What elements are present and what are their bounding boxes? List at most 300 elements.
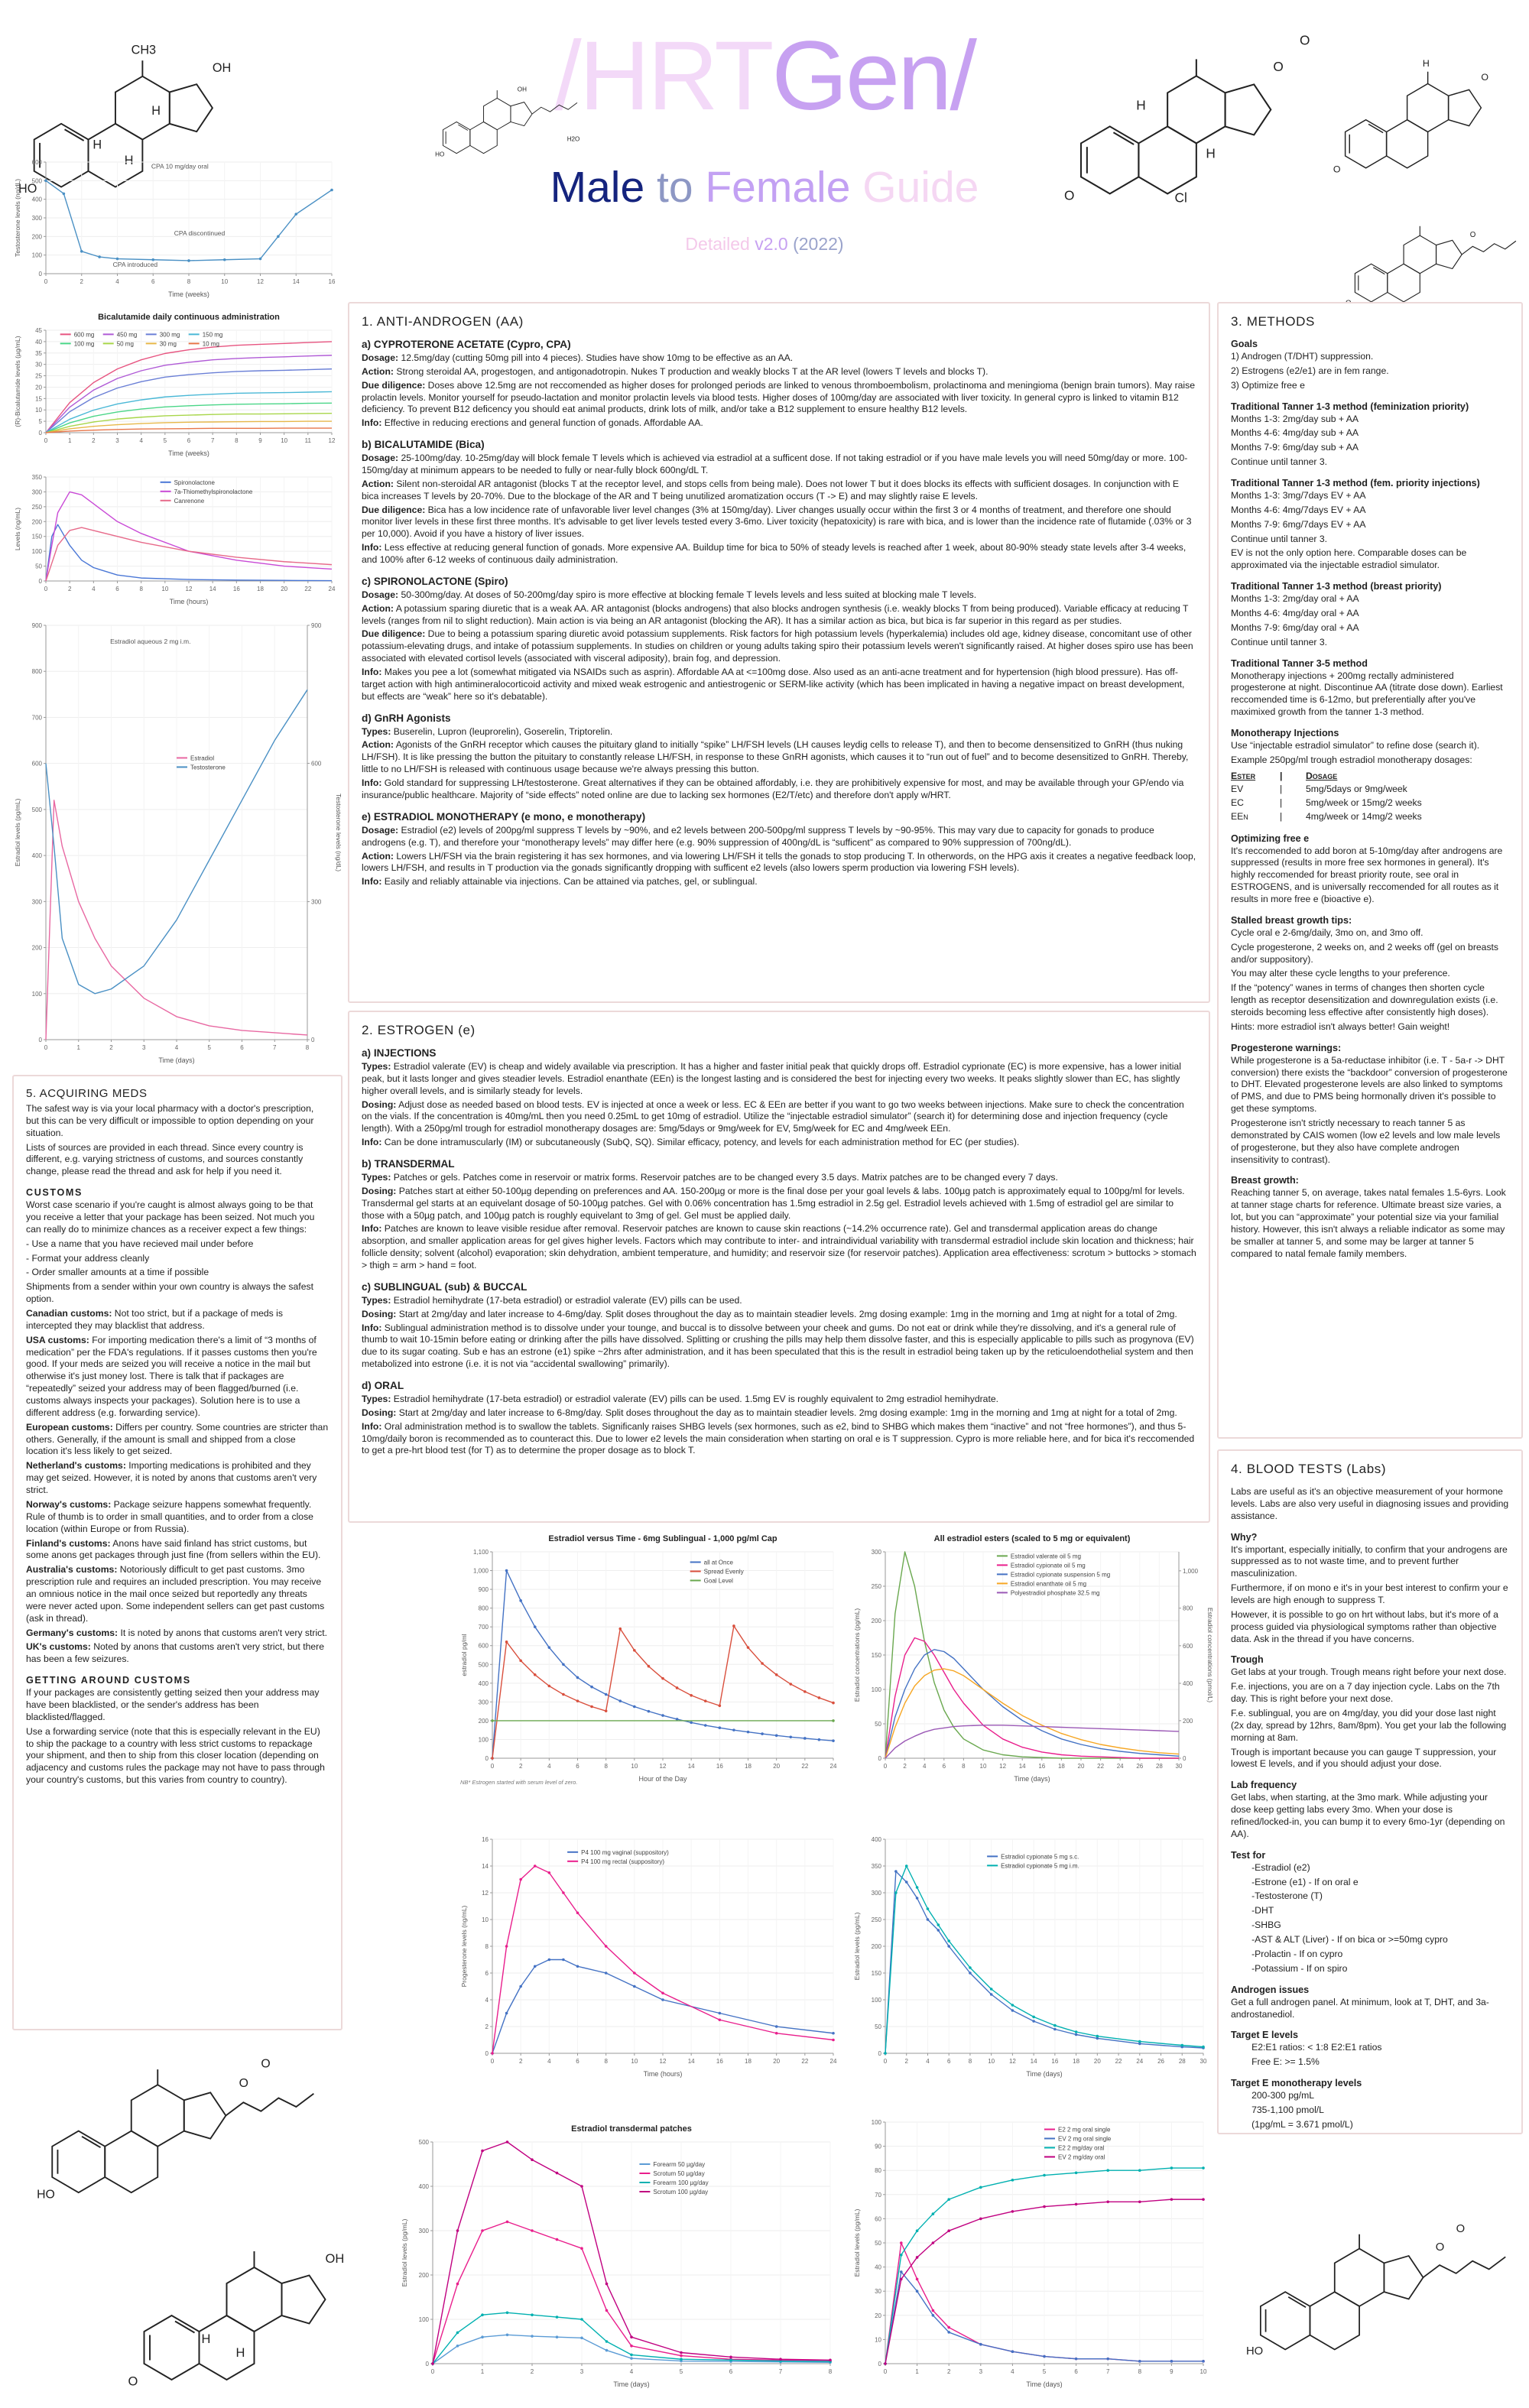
svg-text:500: 500	[418, 2139, 429, 2146]
structure-label: HO	[435, 151, 445, 158]
svg-text:5: 5	[207, 1044, 211, 1051]
svg-text:200: 200	[871, 1618, 881, 1624]
paragraph-label: Info:	[362, 777, 382, 789]
estradiol-ester-structure-left-svg	[15, 2036, 344, 2212]
paragraph: Canadian customs: Not too strict, but if a package of meds is intercepted they may blacklist that address.	[26, 1308, 283, 1331]
structure-label: O	[1435, 2241, 1445, 2254]
section-title-methods: 3. METHODS	[1231, 314, 1315, 329]
paragraph: Info: Gold standard for suppressing LH/testosterone. Great alternatives if they can be obtained affordably, i.e. they are prohibitively expensive for most, and may be available through your GP/endo via insurance/public healthcare. Majority of “side effects” noted online are due to lacking sex hormones (E2/T/etc) and therefore don't apply w/HRT.	[362, 777, 1184, 800]
svg-text:8: 8	[968, 2058, 972, 2065]
block-heading: Breast growth:	[1231, 1175, 1299, 1186]
svg-text:45: 45	[35, 327, 42, 334]
version-year: (2022)	[793, 234, 844, 254]
svg-text:10: 10	[979, 1763, 987, 1770]
svg-text:400: 400	[31, 852, 42, 860]
text-block	[26, 1675, 329, 1787]
svg-text:10: 10	[631, 2058, 638, 2065]
text-line: -Testosterone (T)	[1231, 1890, 1323, 1902]
block-heading: Progesterone warnings:	[1231, 1042, 1342, 1053]
svg-text:2: 2	[903, 1763, 907, 1770]
structure-label: OH	[212, 60, 232, 75]
chart-transdermal-patches	[398, 2119, 841, 2391]
svg-text:20: 20	[281, 586, 288, 592]
text-line: Labs are useful as it's an objective measurement of your hormone levels. Labs are also very useful in diagnosing issues and providing assistance.	[1231, 1486, 1511, 1521]
block-heading: Monotherapy Injections	[1231, 728, 1339, 739]
structure-label: H	[1136, 97, 1146, 113]
svg-text:10: 10	[221, 278, 229, 285]
block-heading: Target E monotherapy levels	[1231, 2078, 1362, 2089]
drug-heading: a) INJECTIONS	[362, 1047, 437, 1059]
svg-text:2: 2	[518, 2058, 523, 2065]
svg-text:20: 20	[875, 2312, 881, 2319]
text-block	[1231, 478, 1509, 545]
table-cell-ester: EV	[1231, 784, 1244, 795]
svg-text:12: 12	[659, 1763, 667, 1770]
drug-block	[362, 1158, 1196, 1272]
paragraph-label: Action:	[362, 365, 394, 377]
svg-text:2: 2	[518, 1763, 523, 1770]
svg-text:4: 4	[139, 437, 143, 444]
svg-text:40: 40	[35, 338, 42, 346]
table-header-ester: Ester	[1231, 770, 1256, 781]
svg-text:40: 40	[875, 2264, 881, 2271]
text-line: You may alter these cycle lengths to your preference.	[1231, 968, 1450, 979]
svg-text:Time (days): Time (days)	[1026, 2070, 1063, 2078]
svg-text:100 mg: 100 mg	[73, 340, 95, 348]
chart-spironolactone-pk-svg	[11, 466, 342, 608]
svg-text:8: 8	[485, 1943, 489, 1950]
text-line: Hints: more estradiol isn't always better! Gain weight!	[1231, 1021, 1450, 1032]
text-block	[1231, 1486, 1509, 1523]
paragraph-label: UK's customs:	[26, 1641, 91, 1653]
text-line: Example 250pg/ml trough estradiol monotherapy dosages:	[1231, 754, 1472, 765]
paragraph-label: Types:	[362, 725, 391, 737]
svg-text:300 mg: 300 mg	[159, 331, 180, 339]
text-line: It's reccomended to add boron at 5-10mg/day after androgens are suppressed (results in more free sex hormones in general). It's highly reccomended for breast priority route, see oral in ESTROGENS, and is universally reccomended for all routes as it results in more free e (bioactive e).	[1231, 845, 1505, 904]
text-line: 735-1,100 pmol/L	[1231, 2104, 1324, 2115]
svg-text:0: 0	[490, 2058, 495, 2065]
svg-text:Bicalutamide daily continuous: Bicalutamide daily continuous administration	[98, 313, 280, 322]
paragraph: Due diligence: Doses above 12.5mg are not reccomended as higher doses for prolonged periods are linked to venous thromboembolism, prolactinoma and meningioma (benign brain tumors). May raise prolactin levels. Monitor yourself for pseudo-lactation and monitor prolactin levels via blood tests. Higher doses of 100mg/day are associated with liver toxicity. In general cypro is linked to vitamin B12 deficiency. To prevent B12 deficency you should eat animal products, drink lots of milk, and/or take a B12 supplement to ensure healthy B12 levels.	[362, 379, 1195, 415]
svg-text:450 mg: 450 mg	[116, 331, 138, 339]
svg-text:100: 100	[31, 990, 42, 998]
structure-label: O	[239, 2077, 248, 2091]
svg-text:4: 4	[115, 278, 119, 285]
version-detailed: Detailed	[685, 234, 755, 254]
svg-text:24: 24	[1116, 1763, 1124, 1770]
svg-text:2: 2	[530, 2368, 534, 2375]
svg-text:14: 14	[687, 2058, 695, 2065]
chart-sublingual-simulation	[457, 1529, 844, 1786]
svg-text:10: 10	[35, 407, 42, 414]
paragraph: - Order smaller amounts at a time if possible	[26, 1267, 209, 1278]
estradiol-dimer-structure	[417, 73, 600, 164]
svg-text:100: 100	[478, 1736, 489, 1744]
structure-label: H	[124, 154, 134, 167]
svg-text:Forearm 50 µg/day: Forearm 50 µg/day	[653, 2161, 706, 2168]
svg-text:Estradiol levels (pg/mL): Estradiol levels (pg/mL)	[853, 2208, 861, 2277]
svg-text:Estradiol cypionate 5 mg i.m.: Estradiol cypionate 5 mg i.m.	[1001, 1862, 1079, 1870]
text-line: 2) Estrogens (e2/e1) are in fem range.	[1231, 365, 1389, 376]
block-heading: Why?	[1231, 1531, 1258, 1543]
svg-text:8: 8	[139, 586, 143, 592]
title-part-light: /HRT	[554, 21, 772, 131]
svg-text:0: 0	[485, 1755, 489, 1762]
text-line: Months 1-3: 2mg/day sub + AA	[1231, 413, 1359, 424]
paragraph: The safest way is via your local pharmacy with a doctor's prescription, but this can be very difficult or impossible to option depending on your situation.	[26, 1103, 314, 1138]
text-block	[1231, 581, 1509, 648]
ester-dosage-table	[1231, 770, 1509, 824]
svg-text:20: 20	[35, 384, 42, 391]
svg-text:22: 22	[1097, 1763, 1105, 1770]
estradiol-ester-structure-bottom-right-svg	[1246, 2179, 1514, 2393]
paragraph: Dosage: 25-100mg/day. 10-25mg/day will block female T levels which is achieved via estradiol at a sufficent dose. If not taking estradiol or if you have male levels you will need 50mg/day or more. 100-150mg/day at minimum appears to be needed to fully or near-fully block 600ng/dL T.	[362, 453, 1188, 476]
block-heading: Optimizing free e	[1231, 832, 1310, 844]
section-acquiring-meds	[12, 1075, 342, 2030]
drug-block	[362, 1281, 1196, 1371]
text-block	[1231, 1175, 1509, 1260]
paragraph-label: Canadian customs:	[26, 1308, 112, 1319]
svg-text:12: 12	[1008, 2058, 1016, 2065]
svg-text:6: 6	[485, 1970, 489, 1977]
svg-text:Estradiol valerate oil 5 mg: Estradiol valerate oil 5 mg	[1010, 1553, 1081, 1560]
svg-text:50: 50	[875, 2023, 881, 2030]
svg-text:50: 50	[35, 563, 42, 570]
svg-text:Time (days): Time (days)	[613, 2380, 650, 2388]
drug-heading: c) SUBLINGUAL (sub) & BUCCAL	[362, 1280, 528, 1293]
paragraph-label: Dosing:	[362, 1185, 397, 1196]
svg-text:Canrenone: Canrenone	[174, 497, 205, 505]
drug-block	[362, 576, 1196, 703]
svg-text:200: 200	[31, 233, 42, 241]
svg-text:CPA discontinued: CPA discontinued	[174, 229, 226, 238]
text-block	[1231, 833, 1509, 906]
paragraph-label: Action:	[362, 739, 394, 751]
svg-text:2: 2	[92, 437, 96, 444]
text-line: If the “potency” wanes in terms of changes then shorten cycle length as receptor desensitization and downregulation exists (i.e. steroids becoming less effective after consistently high doses).	[1231, 982, 1501, 1017]
svg-text:0: 0	[44, 278, 48, 285]
svg-text:6: 6	[729, 2368, 733, 2375]
structure-label: HO	[1246, 2345, 1264, 2358]
svg-text:6: 6	[942, 1763, 946, 1770]
text-line: Continue until tanner 3.	[1231, 636, 1328, 647]
drug-heading: e) ESTRADIOL MONOTHERAPY (e mono, e monotherapy)	[362, 810, 646, 823]
svg-text:Estradiol levels (pg/mL): Estradiol levels (pg/mL)	[14, 798, 21, 867]
structure-label: H	[1206, 145, 1216, 161]
svg-text:18: 18	[745, 1763, 752, 1770]
paragraph: Dosing: Start at 2mg/day and later increase to 4-6mg/day. Split doses throughout the day as to maintain steadier levels. 2mg dosing example: 1mg in the morning and 1mg at night for a total of 2mg.	[362, 1308, 1177, 1319]
drug-block	[362, 712, 1196, 802]
text-block	[26, 1187, 329, 1666]
paragraph: Info: Can be done intramuscularly (IM) or subcutaneously (SubQ, SQ). Similar efficacy, potency, and levels for each administration method for EC (per studies).	[362, 1137, 1020, 1148]
paragraph: Norway's customs: Package seizure happens somewhat frequently. Rule of thumb is to order in small quantities, and to order from a close location (within Europe or from Russia).	[26, 1498, 313, 1534]
svg-text:900: 900	[478, 1586, 489, 1594]
text-line: (1pg/mL = 3.671 pmol/L)	[1231, 2118, 1353, 2130]
section-title-estrogen: 2. ESTROGEN (e)	[362, 1023, 476, 1037]
text-line: Get labs, when starting, at the 3mo mark. While adjusting your dose keep getting labs every 3mo. When your dose is refined/locked-in, you can bump it to every 6mo-1yr (depending on AA).	[1231, 1792, 1508, 1839]
svg-text:2: 2	[109, 1044, 113, 1051]
block-heading: Traditional Tanner 3-5 method	[1231, 657, 1368, 669]
text-block	[1231, 1850, 1509, 1975]
svg-text:20: 20	[773, 2058, 781, 2065]
svg-text:Estradiol cypionate oil 5 mg: Estradiol cypionate oil 5 mg	[1010, 1562, 1086, 1569]
text-line: -AST & ALT (Liver) - If on bica or >=50mg cypro	[1231, 1934, 1448, 1946]
svg-text:0: 0	[38, 430, 42, 436]
svg-text:7a-Thiomethylspironolactone: 7a-Thiomethylspironolactone	[174, 488, 253, 495]
paragraph: Info: Patches are known to leave visible residue after removal. Reservoir patches are known to cause skin reactions (~14.2% occurrence rate). Gel and transdermal application areas do change absorption, and smaller application areas for gel gives higher levels. Factors which may contribute to inter- and intraindividual variability with transdermal estradiol include skin location and thickness; hair follicle density; solvent (alcohol) evaporation; skin dehydration, ambient temperature, and humidity; and reservoir size (for reservoir patches). Application area effectiveness: scrotum > buttocks > stomach > thigh = arm > hand = foot.	[362, 1223, 1196, 1271]
estradiol-ester-structure-left	[15, 2036, 344, 2212]
paragraph-label: Australia's customs:	[26, 1564, 118, 1576]
svg-text:400: 400	[1183, 1679, 1193, 1687]
paragraph-label: Types:	[362, 1061, 391, 1072]
svg-text:50: 50	[875, 1721, 881, 1728]
methods-blocks	[1231, 339, 1509, 1261]
svg-text:4: 4	[485, 1997, 489, 2004]
paragraph: Dosage: 12.5mg/day (cutting 50mg pill into 4 pieces). Studies have show 10mg to be effective as an AA.	[362, 352, 794, 363]
svg-text:14: 14	[209, 586, 216, 592]
chart-estradiol-aqueous-im	[11, 615, 342, 1067]
svg-text:NB* Estrogen started with seru: NB* Estrogen started with serum level of zero.	[460, 1779, 578, 1786]
paragraph: USA customs: For importing medication there's a limit of “3 months of medication” per the FDA's regulations. If it passes customs then you're good. If your meds are seized you will receive a notice in the mail but otherwise it's just money lost. There is talk that if packages are “repeatedly” seized your address may of been flagged/burned (i.e. customs always inspects your packages). Solution here is to use a different address (e.g. forwarding service).	[26, 1334, 317, 1418]
text-line: Months 4-6: 4mg/7days EV + AA	[1231, 504, 1366, 515]
section-blood-tests	[1217, 1449, 1523, 2134]
table-row	[1231, 810, 1509, 824]
svg-text:16: 16	[1038, 1763, 1046, 1770]
table-cell-dosage: 5mg/5days or 9mg/week	[1306, 784, 1407, 795]
svg-text:12: 12	[999, 1763, 1007, 1770]
svg-text:All estradiol esters (scaled t: All estradiol esters (scaled to 5 mg or equivalent)	[933, 1534, 1131, 1543]
svg-text:300: 300	[418, 2228, 429, 2234]
svg-text:Estradiol transdermal patches: Estradiol transdermal patches	[571, 2124, 692, 2134]
svg-text:0: 0	[485, 2050, 489, 2057]
text-line: EV is not the only option here. Comparable doses can be approximated via the injectable estradiol simulator.	[1231, 547, 1469, 571]
svg-text:4: 4	[922, 1763, 927, 1770]
text-line: Months 7-9: 6mg/day sub + AA	[1231, 442, 1359, 453]
svg-text:Spread Evenly: Spread Evenly	[703, 1568, 744, 1576]
svg-text:25: 25	[35, 372, 42, 380]
text-block	[1231, 915, 1509, 1034]
svg-text:150: 150	[31, 533, 42, 540]
svg-text:Time (days): Time (days)	[1026, 2380, 1063, 2388]
svg-text:24: 24	[328, 586, 336, 592]
acquiring-meds-blocks	[26, 1103, 329, 1787]
table-separator: |	[1280, 770, 1283, 781]
svg-text:300: 300	[31, 215, 42, 222]
paragraph: Australia's customs: Notoriously difficult to get past customs. 3mo prescription rule and requires an included prescription. You may receive an omnious notice in the mail once seized but reportedly any threats were never acted upon. Some independent sellers can get past customs (ask in thread).	[26, 1564, 325, 1624]
svg-text:3: 3	[979, 2368, 983, 2375]
version-number: v2.0	[755, 234, 794, 254]
svg-text:Estradiol levels (pg/mL): Estradiol levels (pg/mL)	[401, 2218, 408, 2287]
paragraph-label: Info:	[362, 1137, 382, 1148]
svg-text:8: 8	[604, 2058, 608, 2065]
text-line: 200-300 pg/mL	[1231, 2090, 1315, 2101]
paragraph-label: Types:	[362, 1394, 391, 1405]
svg-text:0: 0	[44, 1044, 48, 1051]
svg-text:all at Once: all at Once	[703, 1559, 733, 1566]
svg-text:100: 100	[871, 2119, 881, 2126]
svg-text:P4 100 mg rectal (suppository): P4 100 mg rectal (suppository)	[581, 1858, 665, 1865]
table-separator: |	[1280, 784, 1283, 795]
text-line: Months 4-6: 4mg/day sub + AA	[1231, 427, 1359, 439]
svg-text:150: 150	[871, 1652, 881, 1659]
chart-cpa-testosterone	[11, 151, 342, 301]
svg-text:9: 9	[1170, 2368, 1174, 2375]
svg-text:Scrotum 50 µg/day: Scrotum 50 µg/day	[653, 2170, 705, 2177]
text-line: 3) Optimize free e	[1231, 379, 1305, 391]
svg-text:600: 600	[1183, 1642, 1193, 1650]
text-line: -Estrone (e1) - If on oral e	[1231, 1876, 1359, 1887]
svg-text:4: 4	[174, 1044, 179, 1051]
svg-text:3: 3	[115, 437, 119, 444]
svg-text:22: 22	[1115, 2058, 1122, 2065]
svg-text:6: 6	[115, 586, 119, 592]
svg-text:30: 30	[1175, 1763, 1183, 1770]
text-line: F.e. sublingual, you are on 4mg/day, you did your dose last night (2x day, spread by 12hrs, 8am/8pm). You get your lab the following morning at 8am.	[1231, 1708, 1509, 1743]
chart-estradiol-aqueous-im-svg	[11, 615, 342, 1067]
text-line: Trough is important because you can gauge T suppression, your lowest E levels, and if you should adjust your dose.	[1231, 1746, 1499, 1770]
svg-text:14: 14	[687, 1763, 695, 1770]
svg-text:300: 300	[871, 1549, 881, 1556]
svg-text:5: 5	[163, 437, 167, 444]
svg-text:3: 3	[579, 2368, 584, 2375]
paragraph: Info: Sublingual administration method is to dissolve under your tounge, and buccal is to dissolve between your cheek and gums. Do not eat or drink while they're dissolving, and it's a general rule of thumb to wait 10-15min before eating or drinking after the pills have dissolved. Splitting or crushing the pills may help them dissolve faster, and this is especially applicable to pills such as progynova (EV) due to its sugar coating. Sub e has an estrone (e1) spike ~2hrs after administration, and it has been speculated that this is the result in estradiol being taken up by the reticuloendothelial system and then metabolized into estrone (i.e. it is not via “accidental swallowing” primarily).	[362, 1322, 1194, 1370]
paragraph-label: Due diligence:	[362, 504, 426, 515]
text-line: Cycle progesterone, 2 weeks on, and 2 weeks off (gel on breasts and/or suppository).	[1231, 941, 1501, 965]
svg-text:8: 8	[305, 1044, 310, 1051]
svg-text:24: 24	[829, 1763, 837, 1770]
paragraph: Lists of sources are provided in each thread. Since every country is different, e.g. varying strictness of customs, and sources constantly change, please read the thread and ask for help if you need it.	[26, 1141, 304, 1177]
paragraph-label: Action:	[362, 602, 394, 614]
svg-text:18: 18	[257, 586, 264, 592]
drug-heading: c) SPIRONOLACTONE (Spiro)	[362, 575, 508, 587]
chart-estradiol-cypionate-sc-im	[850, 1829, 1214, 2081]
svg-text:900: 900	[31, 622, 42, 629]
svg-text:100: 100	[31, 252, 42, 259]
text-line: Months 1-3: 2mg/day oral + AA	[1231, 593, 1359, 605]
steroid-structure-small-top	[1332, 46, 1515, 183]
subtitle-female: Female	[705, 163, 851, 212]
text-block	[1231, 728, 1509, 767]
text-line: Months 1-3: 3mg/7days EV + AA	[1231, 490, 1366, 501]
paragraph-label: Norway's customs:	[26, 1498, 112, 1510]
svg-text:0: 0	[878, 1755, 881, 1762]
text-line: Continue until tanner 3.	[1231, 533, 1328, 544]
svg-text:8: 8	[235, 437, 239, 444]
text-line: It's important, especially initially, to confirm that your androgens are suppressed as to not waste time, and to prevent further masculinization.	[1231, 1543, 1511, 1579]
steroid-structure-small-top-svg	[1332, 46, 1515, 183]
drug-block	[362, 439, 1196, 566]
table-separator: |	[1280, 810, 1283, 822]
svg-text:Time (days): Time (days)	[1014, 1775, 1050, 1783]
svg-text:2: 2	[485, 2023, 489, 2030]
svg-text:0: 0	[425, 2361, 429, 2367]
svg-text:EV 2 mg oral single: EV 2 mg oral single	[1058, 2135, 1112, 2143]
svg-text:8: 8	[828, 2368, 833, 2375]
drug-heading: b) BICALUTAMIDE (Bica)	[362, 439, 485, 451]
svg-text:1: 1	[915, 2368, 919, 2375]
svg-text:14: 14	[292, 278, 300, 285]
paragraph-label: Dosage:	[362, 352, 399, 363]
text-line: However, it is possible to go on hrt without labs, but it's more of a process guided via physiological symptoms rather than objective data. Ask in the thread if you have concerns.	[1231, 1608, 1501, 1644]
paragraph: Action: A potassium sparing diuretic that is a weak AA. AR antagonist (blocks androgens) that also blocks androgen synthesis (i.e. weakly blocks T from being produced). Variable efficacy at reducing T levels (ranges from nil to slight reduction). Main action is via being an AR antagonist (blocking the AR). It has a similar action as bica, but bica is far superior in this regard as per studies.	[362, 602, 1189, 626]
paragraph: Info: Makes you pee a lot (somewhat mitigated via NSAIDs such as asprin). Affordable AA at <=100mg dose. Also used as an anti-acne treatment and for hypertension (high blood pressure). Has off-target action with high antimineralocorticoid activity and mixed weak estrogenic and antiestrogenic or SERM-like activity (which has been implicated in having a negative impact on breast development, but effects are “weak” here so it's debatable).	[362, 667, 1185, 702]
cyproterone-acetate-structure-svg	[1064, 5, 1316, 234]
text-line: -SHBG	[1231, 1920, 1281, 1931]
paragraph: - Format your address cleanly	[26, 1252, 150, 1264]
svg-text:20: 20	[773, 1763, 781, 1770]
svg-text:5: 5	[38, 418, 42, 426]
svg-text:250: 250	[31, 503, 42, 511]
paragraph: Action: Silent non-steroidal AR antagonist (blocks T at the receptor level, and stops cells from being male). Does not lower T but it does blocks its effects with sufficient dosages. In conjunction with E bica increases T levels by 20-70%. Due to the blockage of the AR and T being unutilized aromatization occurs (T -> E) and may slightly raise E levels.	[362, 478, 1179, 501]
svg-text:1,100: 1,100	[472, 1549, 489, 1556]
svg-text:350: 350	[31, 474, 42, 481]
paragraph: Dosage: Estradiol (e2) levels of 200pg/ml suppress T levels by ~90%, and e2 levels between 200-500pg/ml suppress T levels by ~90-95%. This may vary due to capacity for gonads to produce androgens (e.g. T), and therefore your “monotherapy levels” may differ here (e.g. 90% suppression of 400ng/dL is “sufficent” as compared to 90% suppression of 700ng/dL).	[362, 824, 1154, 848]
svg-text:18: 18	[745, 2058, 752, 2065]
text-line: Use “injectable estradiol simulator” to refine dose (search it).	[1231, 740, 1480, 751]
text-line: Reaching tanner 5, on average, takes natal females 1.5-6yrs. Look at tanner stage charts for reference. Ultimate breast size varies, a lot, but you can “approximate” your potential size via your familial history. However, this isn't always a reliable indicator as some may be smaller at tanner 5, and some may be larger at tanner 5 compared to natal female family members.	[1231, 1187, 1509, 1259]
paragraph-label: Netherland's customs:	[26, 1460, 126, 1472]
block-heading: Target E levels	[1231, 2030, 1298, 2041]
paragraph-label: Dosing:	[362, 1407, 397, 1418]
steroid-structure-bottom-left-svg	[84, 2217, 413, 2400]
svg-text:Time (weeks): Time (weeks)	[168, 449, 209, 457]
svg-text:150 mg: 150 mg	[202, 331, 223, 339]
svg-text:0: 0	[311, 1037, 315, 1043]
svg-text:Progesterone levels (ng/mL): Progesterone levels (ng/mL)	[460, 1905, 468, 1988]
svg-text:4: 4	[92, 586, 96, 592]
chart-oral-ev-e2	[850, 2111, 1214, 2391]
chart-estradiol-cypionate-sc-im-svg	[850, 1829, 1214, 2081]
chart-progesterone-suppository	[457, 1829, 844, 2081]
paragraph: Dosing: Start at 2mg/day and later increase to 6-8mg/day. Split doses throughout the day as to maintain steadier levels. 2mg dosing example: 1mg in the morning and 1mg at night for a total of 2mg.	[362, 1407, 1177, 1418]
paragraph-label: Action:	[362, 850, 394, 862]
structure-label: O	[261, 2057, 271, 2071]
text-block	[1231, 1654, 1509, 1770]
structure-label: H	[93, 138, 102, 152]
svg-text:7: 7	[778, 2368, 783, 2375]
svg-text:200: 200	[31, 518, 42, 526]
text-line: -Prolactin - If on cypro	[1231, 1948, 1343, 1959]
svg-text:Levels (ng/mL): Levels (ng/mL)	[14, 507, 21, 551]
svg-text:1: 1	[76, 1044, 80, 1051]
drug-heading: a) CYPROTERONE ACETATE (Cypro, CPA)	[362, 339, 571, 350]
svg-text:14: 14	[1030, 2058, 1037, 2065]
svg-text:0: 0	[38, 1037, 42, 1043]
structure-label: OH	[325, 2252, 345, 2266]
chart-cpa-testosterone-svg	[11, 151, 342, 301]
svg-text:80: 80	[875, 2167, 881, 2175]
paragraph-label: Types:	[362, 1294, 391, 1306]
svg-text:8: 8	[1138, 2368, 1142, 2375]
chart-transdermal-patches-svg	[398, 2119, 841, 2391]
svg-text:12: 12	[257, 278, 264, 285]
block-heading: Stalled breast growth tips:	[1231, 914, 1352, 926]
svg-text:50 mg: 50 mg	[116, 340, 134, 348]
paragraph: Worst case scenario if you're caught is almost always going to be that you receive a letter that your package has been seized. Not much you can really do to minimize chances as a receiver expect a few things:	[26, 1199, 315, 1235]
svg-text:350: 350	[871, 1863, 881, 1870]
estradiol-ester-structure-bottom-right	[1246, 2179, 1514, 2393]
text-line: E2:E1 ratios: < 1:8 E2:E1 ratios	[1231, 2042, 1382, 2053]
svg-text:22: 22	[304, 586, 312, 592]
svg-text:30: 30	[1200, 2058, 1207, 2065]
svg-text:10: 10	[482, 1916, 489, 1923]
paragraph: Use a forwarding service (note that this is especially relevant in the EU) to ship the package to a country with less strict customs to repackage your shipment, and then to ship from this closer location (depending on adjacency and customs rules the package may not have to pass through your country's customs, but this varies from country to country).	[26, 1725, 325, 1786]
svg-text:200: 200	[1183, 1717, 1193, 1725]
steroid-structure-bottom-left	[84, 2217, 413, 2400]
svg-text:16: 16	[328, 278, 336, 285]
svg-text:6: 6	[576, 1763, 579, 1770]
table-cell-dosage: 5mg/week or 15mg/2 weeks	[1306, 797, 1422, 809]
